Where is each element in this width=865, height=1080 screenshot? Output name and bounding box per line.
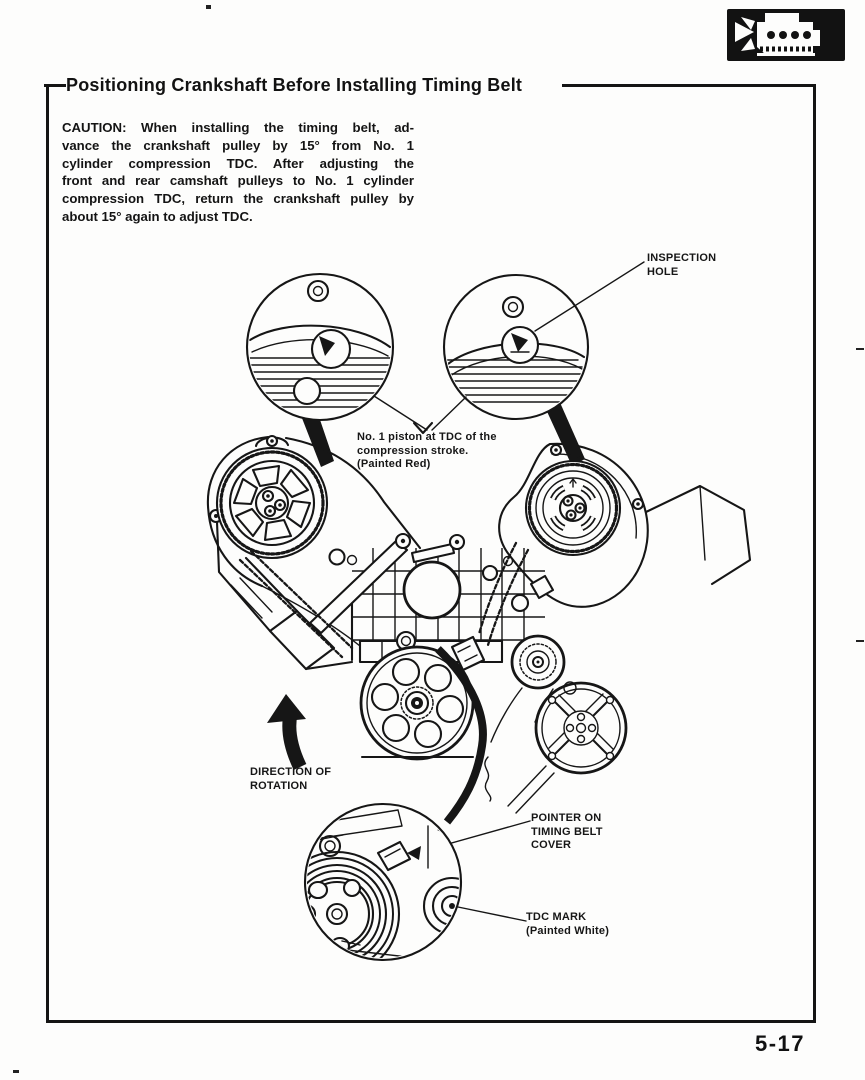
right-camshaft-pulley (526, 461, 620, 555)
scan-artifact (856, 348, 864, 350)
scan-artifact (206, 5, 211, 9)
inset-crankshaft-tdc (275, 804, 485, 976)
page-title: Positioning Crankshaft Before Installing Timing Belt (66, 75, 523, 95)
caution-line: about 15° again to adjust TDC. (62, 208, 253, 224)
caution-line: vance the crankshaft pulley by 15° from No. 1 (62, 137, 414, 153)
page-number: 5-17 (755, 1031, 806, 1056)
caution-line: CAUTION: When installing the timing belt, ad- (62, 120, 414, 135)
engine-front-view (208, 436, 750, 822)
caution-line: front and rear camshaft pulleys to No. 1 cylinder (62, 173, 414, 189)
label-tdc-mark: TDC MARK (Painted White) (526, 911, 610, 937)
fan-pulley (536, 683, 626, 773)
caution-line: cylinder compression TDC. After adjusting the (62, 155, 414, 171)
caution-line: compression TDC, return the crankshaft pulley by (62, 191, 414, 207)
scan-artifact (856, 640, 864, 642)
label-pointer-on-cover: POINTER ON TIMING BELT COVER (531, 812, 603, 852)
label-inspection-hole: INSPECTION HOLE (647, 252, 717, 278)
inset-left-camshaft-mark (247, 274, 396, 420)
scan-artifact (13, 1070, 19, 1073)
label-piston-note: No. 1 piston at TDC of the compression stroke. (Painted Red) (357, 431, 497, 471)
left-camshaft-pulley (217, 448, 327, 558)
idler-pulley (512, 636, 564, 688)
label-direction-of-rotation: DIRECTION OF ROTATION (250, 766, 332, 792)
direction-of-rotation-arrow (267, 694, 306, 767)
